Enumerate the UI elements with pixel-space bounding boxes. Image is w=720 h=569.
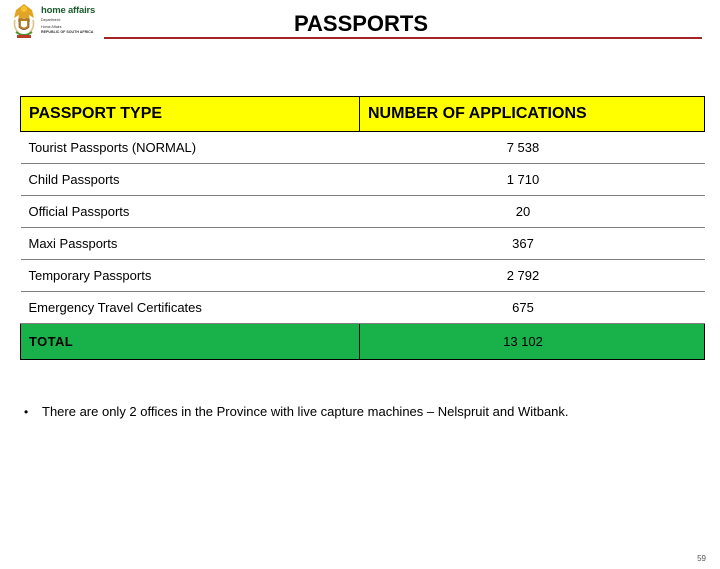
passport-type-cell: Temporary Passports bbox=[21, 260, 360, 292]
logo-department-label: Department: bbox=[41, 18, 61, 22]
page-title: PASSPORTS bbox=[293, 11, 429, 36]
applications-cell: 675 bbox=[360, 292, 705, 324]
title-rule bbox=[104, 37, 702, 39]
passport-type-cell: Emergency Travel Certificates bbox=[21, 292, 360, 324]
table-row bbox=[21, 228, 705, 260]
passport-type-cell: Maxi Passports bbox=[21, 228, 360, 260]
logo-brand: home affairs bbox=[41, 5, 96, 16]
applications-cell: 1 710 bbox=[360, 164, 705, 196]
table-row bbox=[21, 132, 705, 164]
table-row bbox=[21, 292, 705, 324]
table-header bbox=[21, 97, 705, 132]
bullet-icon: • bbox=[24, 405, 29, 419]
passport-type-cell: Tourist Passports (NORMAL) bbox=[21, 132, 360, 164]
applications-cell: 2 792 bbox=[360, 260, 705, 292]
table-body bbox=[21, 132, 705, 324]
passport-type-cell: Official Passports bbox=[21, 196, 360, 228]
applications-cell: 367 bbox=[360, 228, 705, 260]
total-label: TOTAL bbox=[21, 324, 360, 360]
applications-cell: 20 bbox=[360, 196, 705, 228]
table-header-row bbox=[21, 97, 705, 132]
logo-department-name: Home Affairs bbox=[41, 24, 62, 29]
passport-type-cell: Child Passports bbox=[21, 164, 360, 196]
column-header-number-of-applications: NUMBER OF APPLICATIONS bbox=[360, 97, 705, 132]
applications-cell: 7 538 bbox=[360, 132, 705, 164]
page-number: 59 bbox=[697, 554, 706, 563]
passport-applications-table bbox=[20, 96, 705, 360]
total-value: 13 102 bbox=[360, 324, 705, 360]
table-footer bbox=[21, 324, 705, 360]
total-row bbox=[21, 324, 705, 360]
table-row bbox=[21, 164, 705, 196]
column-header-passport-type: PASSPORT TYPE bbox=[21, 97, 360, 132]
logo-country: REPUBLIC OF SOUTH AFRICA bbox=[41, 30, 94, 35]
table-row bbox=[21, 196, 705, 228]
note-text: There are only 2 offices in the Province with live capture machines – Nelspruit and Witbank. bbox=[42, 404, 569, 419]
bullet-note bbox=[24, 404, 714, 420]
table-row bbox=[21, 260, 705, 292]
